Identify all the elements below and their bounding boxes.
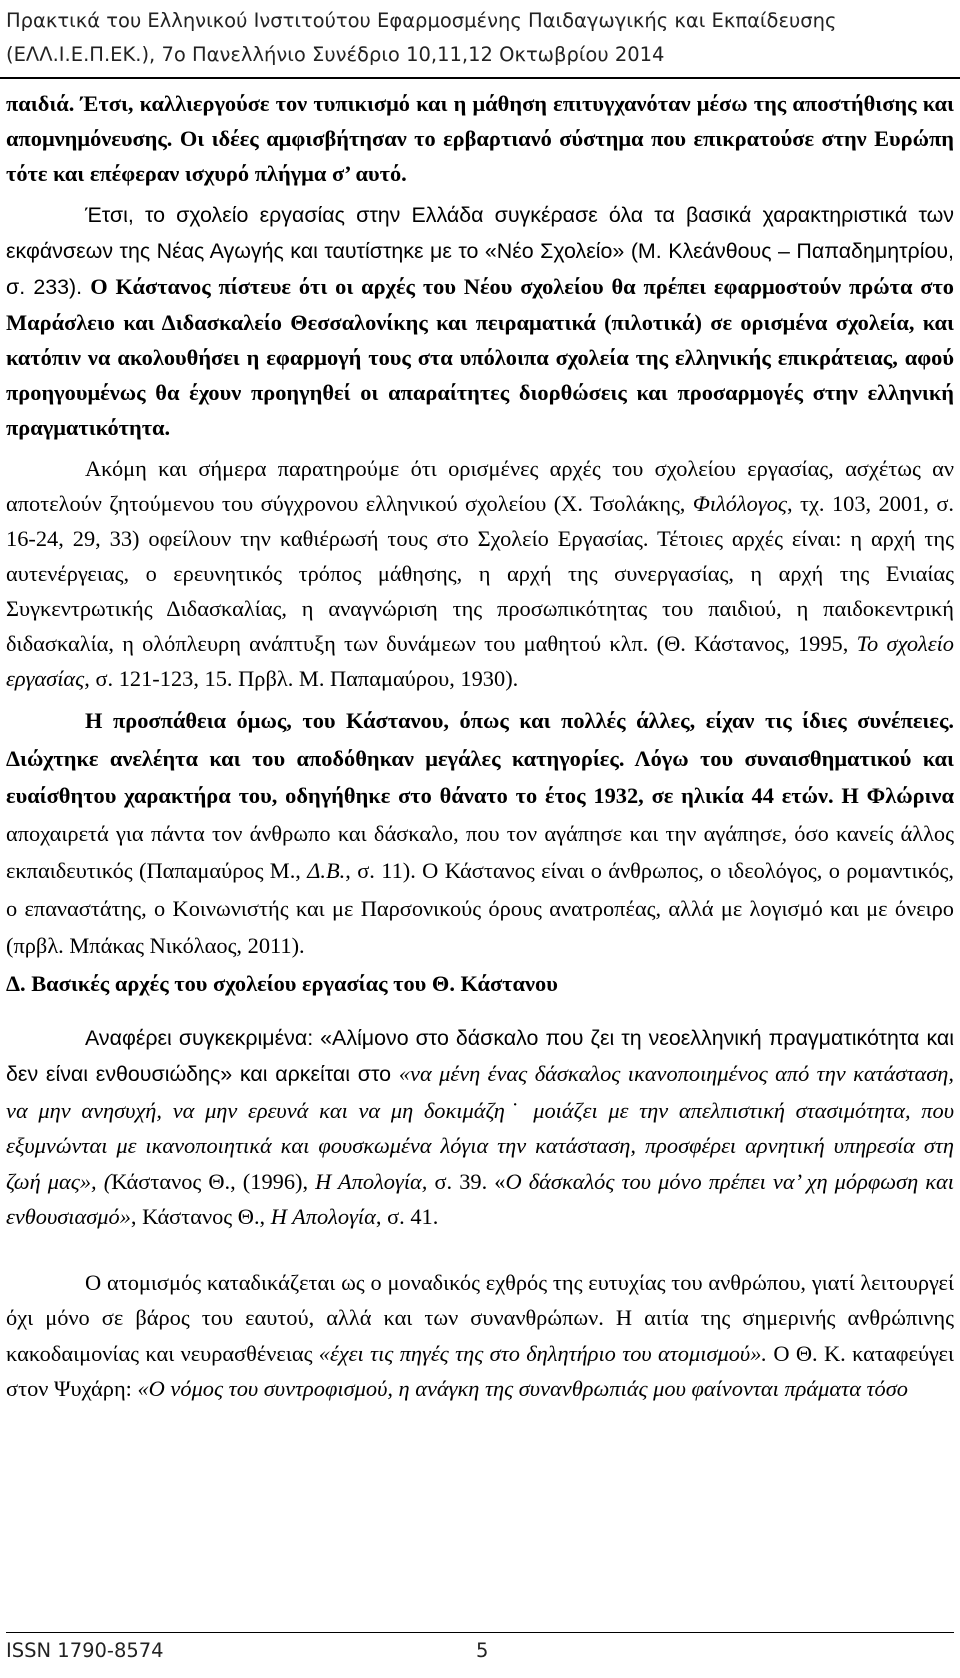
paragraph-4-text-b: , σ. 11). Ο Κάστανος είναι ο άνθρωπος, ο ιδεολόγος, ο ρομαντικός, ο επαναστάτης, ο Κοινωνιστής και με Παρσονικούς όρους ανατροπέας, αλλά με λογισμό και με όνειρο (πρβλ. Μπάκας Νικόλαος, 2011).	[6, 858, 954, 958]
paragraph-2	[6, 197, 954, 445]
paragraph-5-text-a: Κάστανος Θ., (1996),	[111, 1168, 316, 1194]
paragraph-4-italic: Δ.Β.	[307, 858, 346, 883]
paragraph-3-text-a: Ακόμη και σήμερα παρατηρούμε ότι ορισμένες αρχές του σχολείου εργασίας, ασχέτως αν αποτελούν ζητούμενου του σύγχρονου ελληνικού σχολείου (Χ. Τσολάκης,	[6, 456, 954, 516]
paragraph-2-plain: Έτσι, το σχολείο εργασίας στην Ελλάδα συγκέρασε όλα τα βασικά χαρακτηριστικά των εκφάνσεων της Νέας Αγωγής και ταυτίστηκε με το «Νέο Σχολείο» (Μ. Κλεάνθους – Παπαδημητρίου, σ. 233).	[6, 203, 954, 299]
paragraph-5-italic-b: Η Απολογία,	[315, 1168, 428, 1194]
paragraph-5-italic-d: Η Απολογία	[270, 1204, 376, 1229]
paragraph-5-sans: Αναφέρει συγκεκριμένα: «Αλίμονο στο δάσκαλο που ζει τη νεοελληνική πραγματικότητα και δεν είναι ενθουσιώδης» και αρκείται στο	[6, 1025, 954, 1086]
page-number: 5	[476, 1639, 489, 1662]
footer-issn: ISSN 1790-8574	[6, 1639, 164, 1662]
page-footer	[6, 1632, 954, 1662]
paragraph-1-text: παιδιά. Έτσι, καλλιεργούσε τον τυπικισμό και η μάθηση επιτυγχανόταν μέσω της αποστήθισης και απομνημόνευσης. Οι ιδέες αμφισβήτησαν το ερβαρτιανό σύστημα που επικρατούσε στην Ευρώπη τότε και επέφεραν ισχυρό πλήγμα σ’ αυτό.	[6, 91, 954, 186]
paragraph-5-italic-a: «να μένη ένας δάσκαλος ικανοποιημένος από την κατάσταση, να μην ανησυχή, να μην ερευνά και να μη δοκιμάζη˙ μοιάζει με την απελπιστική στασιμότητα, που εξυμνώνται με ικανοποιητικά και φουσκωμένα λόγια την κατάσταση, προσφέρει αρνητική υπηρεσία στη ζωή μας», (	[6, 1061, 954, 1194]
paragraph-3-italic-b: Το σχολείο εργασίας	[6, 631, 954, 691]
header-divider	[0, 77, 960, 79]
header-line-1: Πρακτικά του Ελληνικού Ινστιτούτου Εφαρμοσμένης Παιδαγωγικής και Εκπαίδευσης	[6, 9, 837, 32]
paragraph-1	[6, 86, 954, 191]
paragraph-6	[6, 1265, 954, 1407]
paragraph-5-italic-c: Ο δάσκαλός του μόνο πρέπει να’ χη μόρφωση και ενθουσιασμό»	[6, 1168, 954, 1229]
paragraph-3-italic-a: Φιλόλογος	[692, 491, 787, 516]
section-heading: Δ. Βασικές αρχές του σχολείου εργασίας του Θ. Κάστανου	[6, 970, 558, 996]
paragraph-5-text-d: , σ. 41.	[375, 1204, 439, 1229]
paragraph-3	[6, 451, 954, 696]
paragraph-5-text-b: σ. 39. «	[427, 1168, 506, 1194]
paragraph-5	[6, 1020, 954, 1235]
paragraph-6-italic-b: «Ο νόμος του συντροφισμού, η ανάγκη της συνανθρωπιάς μου φαίνονται πράματα τόσο	[137, 1376, 908, 1401]
paragraph-6-text-b: Ο Θ. Κ. καταφεύγει στον Ψυχάρη:	[6, 1340, 954, 1401]
paragraph-4-text-a: αποχαιρετά για πάντα τον άνθρωπο και δάσκαλο, που τον αγάπησε και την αγάπησε, όσο κανείς άλλος εκπαιδευτικός (Παπαμαύρος Μ.,	[6, 820, 954, 883]
paragraph-5-text-c: , Κάστανος Θ.,	[130, 1204, 271, 1229]
paragraph-6-italic-a: «έχει τις πηγές της στο δηλητήριο του ατομισμού».	[318, 1340, 768, 1366]
running-header	[0, 0, 960, 76]
document-body	[6, 86, 954, 1407]
paragraph-6-text-a: Ο ατομισμός καταδικάζεται ως ο μοναδικός εχθρός της ευτυχίας του ανθρώπου, γιατί λειτουργεί όχι μόνο σε βάρος του εαυτού, αλλά και των συνανθρώπων. Η αιτία της σημερινής ανθρώπινης κακοδαιμονίας και νευρασθένειας	[6, 1269, 954, 1366]
header-line-2: (ΕΛΛ.Ι.Ε.Π.ΕΚ.), 7ο Πανελλήνιο Συνέδριο 10,11,12 Οκτωβρίου 2014	[6, 43, 665, 66]
paragraph-4	[6, 702, 954, 965]
paragraph-3-text-b: , τχ. 103, 2001, σ. 16-24, 29, 33) οφείλουν την καθιέρωσή τους στο Σχολείο Εργασίας. Τέτοιες αρχές είναι: η αρχή της αυτενέργειας, ο ερευνητικός τρόπος μάθησης, η αρχή της συνεργασίας, η αρχή της Ενιαίας Συγκεντρωτικής Διδασκαλίας, η αναγνώριση της προσωπικότητας του παιδιού, η παιδοκεντρική διδασκαλία, η ολόπλευρη ανάπτυξη των δυνάμεων του μαθητού κλπ. (Θ. Κάστανος, 1995,	[6, 491, 954, 656]
paragraph-2-bold: Ο Κάστανος πίστευε ότι οι αρχές του Νέου σχολείου θα πρέπει εφαρμοστούν πρώτα στο Μαράσλειο και Διδασκαλείο Θεσσαλονίκης και πειραματικά (πιλοτικά) σε ορισμένα σχολεία, και κατόπιν να ακολουθήσει η εφαρμογή τους στα υπόλοιπα σχολεία της ελληνικής επικράτειας, αφού προηγουμένως θα έχουν προηγηθεί οι απαραίτητες διορθώσεις και προσαρμογές στην ελληνική πραγματικότητα.	[6, 274, 954, 440]
paragraph-3-text-c: , σ. 121-123, 15. Πρβλ. Μ. Παπαμαύρου, 1930).	[84, 666, 519, 691]
paragraph-4-bold: Η προσπάθεια όμως, του Κάστανου, όπως και πολλές άλλες, είχαν τις ίδιες συνέπειες. Διώχτηκε ανελέητα και του αποδόθηκαν μεγάλες κατηγορίες. Λόγω του συναισθηματικού και ευαίσθητου χαρακτήρα του, οδηγήθηκε στο θάνατο το έτος 1932, σε ηλικία 44 ετών. Η Φλώρινα	[6, 708, 954, 808]
